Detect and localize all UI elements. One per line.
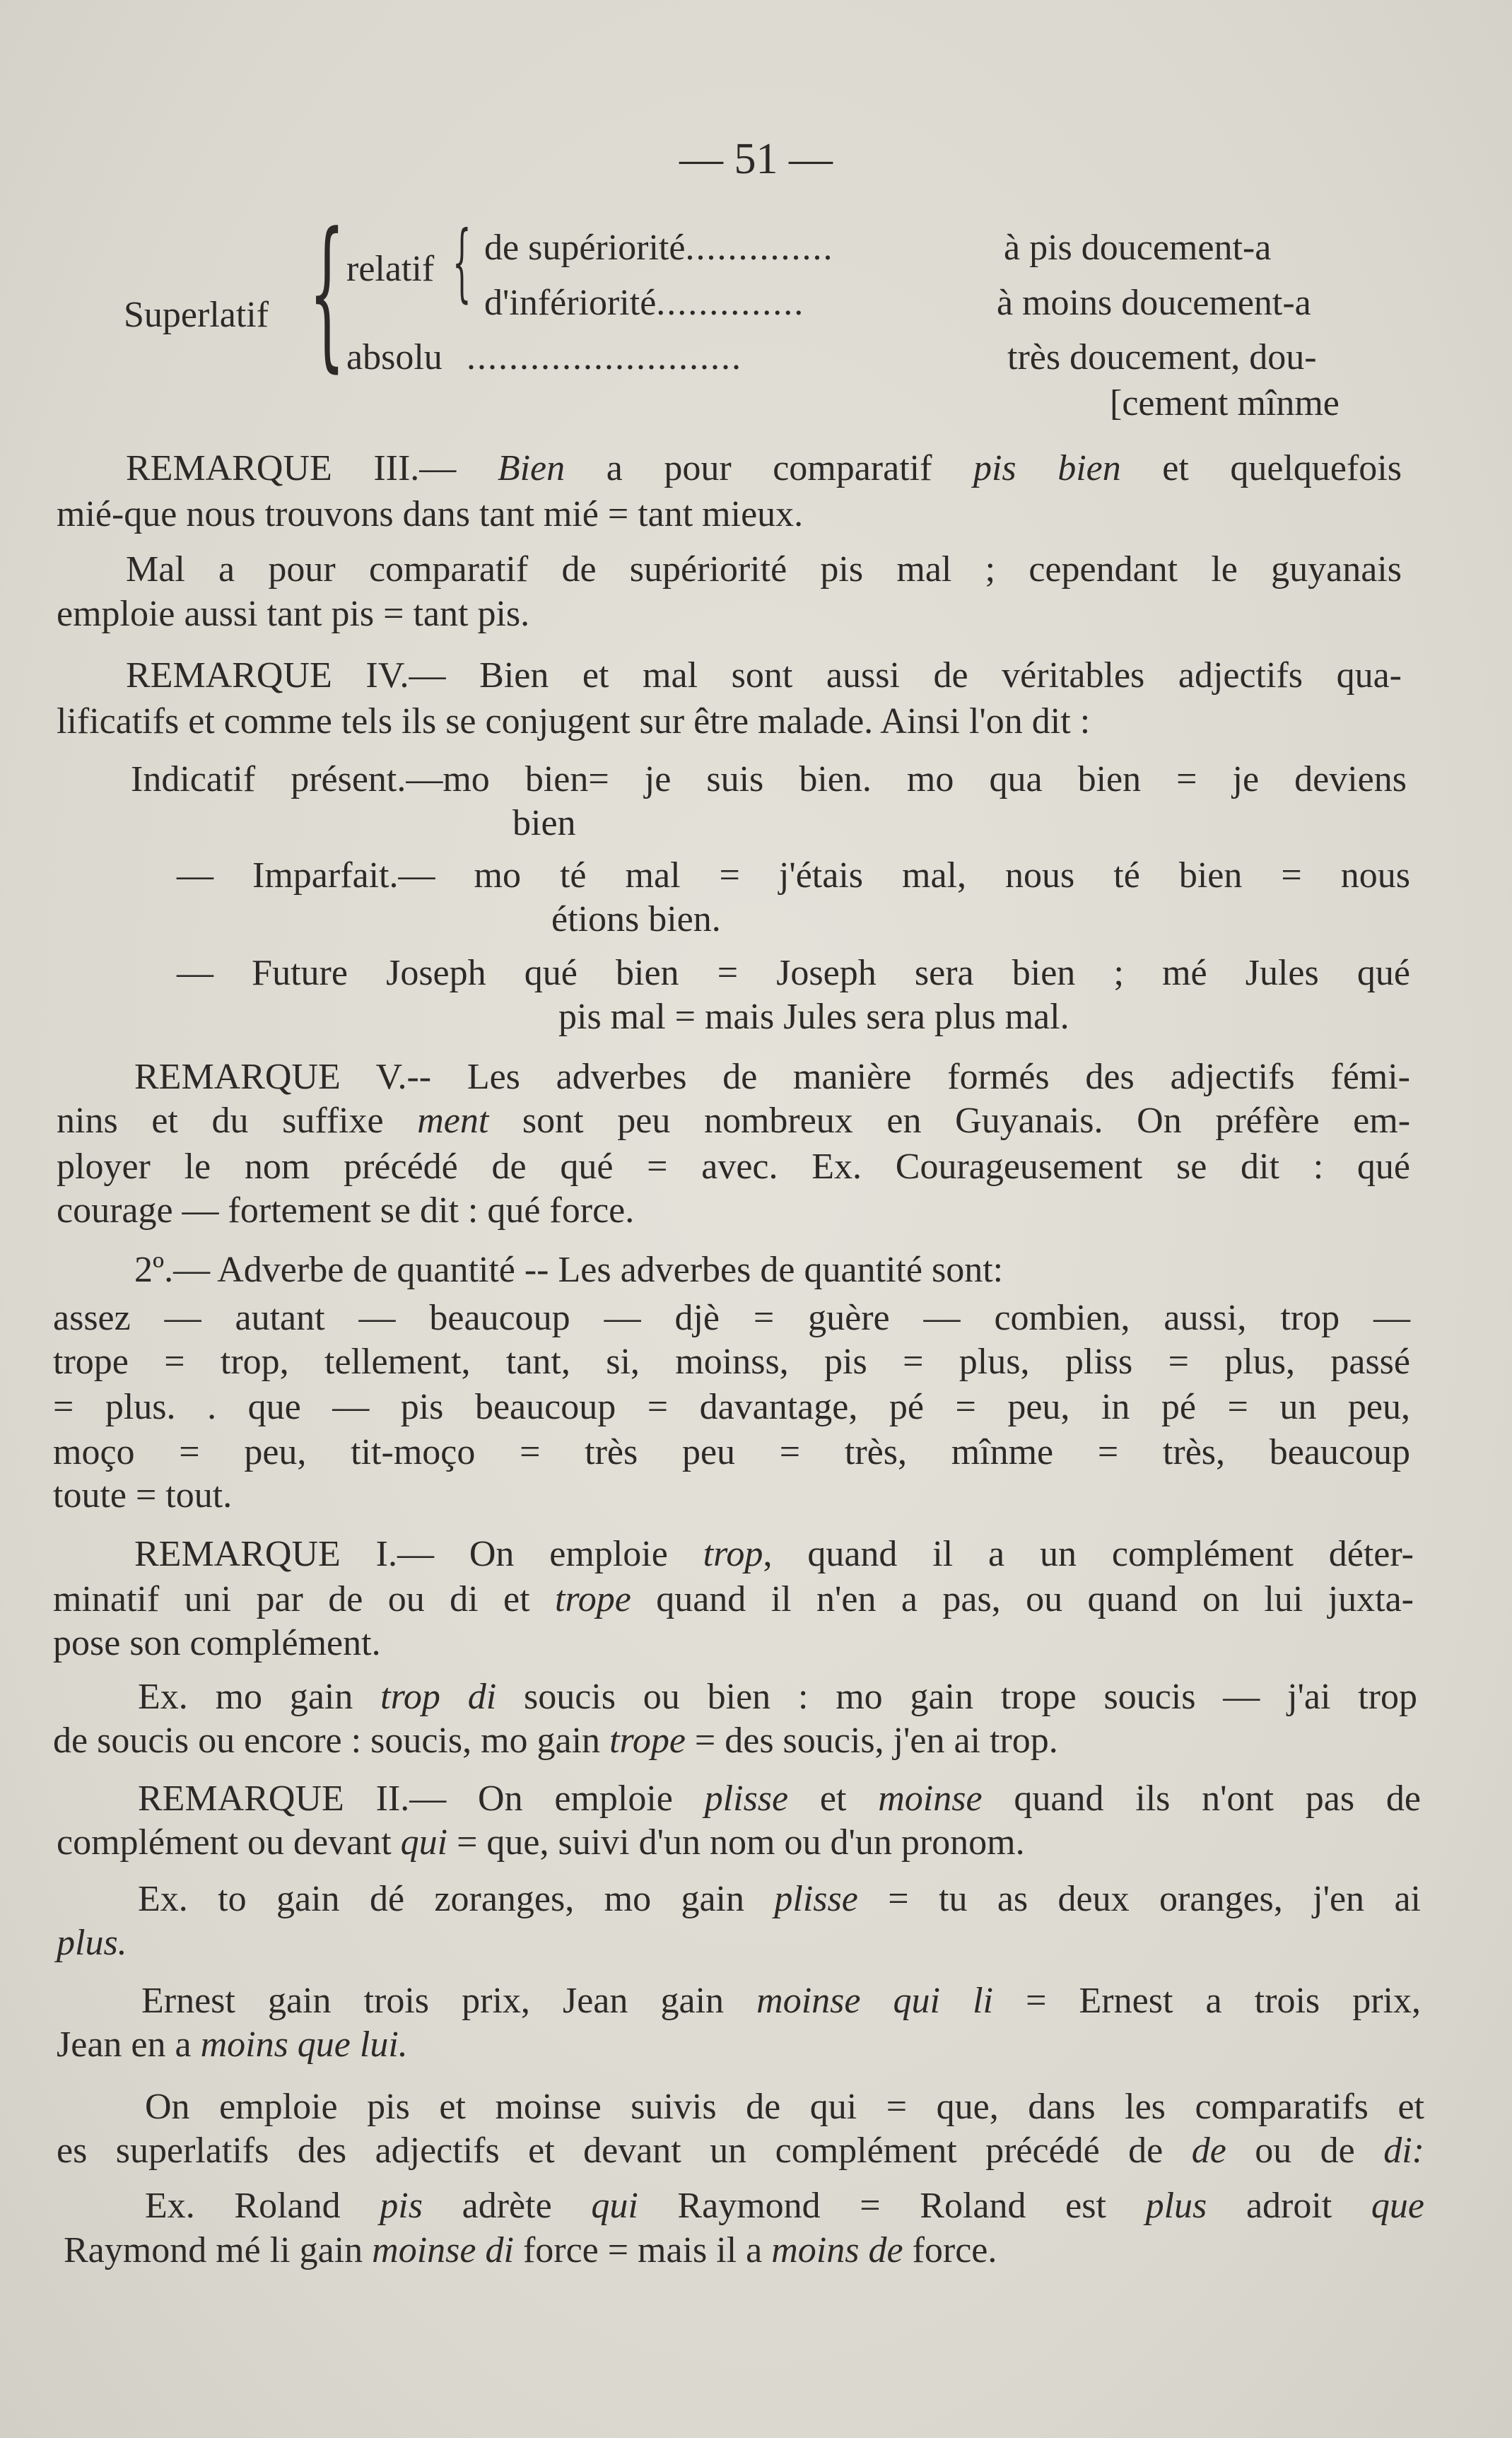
text-run: a pour comparatif [565,448,973,488]
remarque-1-line-2 [53,1578,1414,1622]
text-run: es superlatifs des adjectifs et devant un complément précédé de [57,2131,1192,2171]
imparfait-line-2: étions bien. [551,899,721,939]
text-run: force. [903,2230,997,2270]
remarque-5-line-4: courage — fortement se dit : qué force. [57,1190,635,1231]
superlatif-label: Superlatif [124,295,269,335]
remarque-2-line-8 [57,2129,1424,2173]
text-run: , quand il a un complément déter- [763,1534,1414,1574]
text-run: complément ou devant [57,1822,401,1863]
text-run: Bien [497,448,565,488]
text-run: trope [554,1579,631,1619]
text-run: trope [609,1721,686,1761]
quantite-line-6: toute = tout. [53,1475,233,1516]
relatif-label: relatif [346,249,435,289]
inferiorite-value: à moins doucement-a [997,283,1311,323]
indicatif-line-1: Indicatif présent.—mo bien= je suis bien. mo qua bien = je deviens [131,759,1407,799]
remarque-1-line-1 [134,1532,1414,1576]
text-run: moins de [771,2230,903,2270]
text-run: plisse [704,1778,789,1819]
absolu-label: absolu [346,337,443,377]
future-line-2: pis mal = mais Jules sera plus mal. [558,997,1069,1037]
quantite-line-2: assez — autant — beaucoup — djè = guère — combien, aussi, trop — [53,1298,1410,1338]
remarque-2-line-4: plus. [57,1923,127,1963]
text-run: trop [703,1534,763,1574]
text-run: moinse di [372,2230,514,2270]
text-run: quand ils n'ont pas de [982,1778,1421,1819]
quantite-line-1: 2º.— Adverbe de quantité -- Les adverbes de quantité sont: [134,1250,1004,1290]
text-run: pis bien [973,448,1121,488]
text-run: minatif uni par de ou di et [53,1579,555,1619]
text-run: qui [400,1822,448,1863]
text-run: = des soucis, j'en ai trop. [685,1721,1058,1761]
text-run: de [1191,2131,1226,2171]
superiorite-row [484,226,833,270]
text-run: REMARQUE III.— [126,448,498,488]
dot-leader: .............. [656,283,805,323]
text-run: de soucis ou encore : soucis, mo gain [53,1721,610,1761]
text-run: plisse [774,1879,858,1919]
inferiorite-row [484,281,804,325]
text-run: = Ernest a trois prix, [993,1981,1421,2021]
absolu-value-cont: [cement mînme [1110,383,1340,423]
page-number: — 51 — [679,135,833,183]
text-run: Ex. Roland [145,2186,380,2226]
text-run: ou de [1226,2131,1384,2171]
dot-leader: .......................... [467,337,742,377]
text-run: force = mais il a [513,2230,772,2270]
remarque-1-line-3: pose son complément. [53,1623,381,1663]
text-run: qui [591,2186,638,2226]
remarque-4-line-1: REMARQUE IV.— Bien et mal sont aussi de véritables adjectifs qua- [126,655,1402,696]
text-run: Jean en a [57,2024,201,2065]
remarque-1-line-4 [138,1675,1417,1719]
remarque-5-line-3: ployer le nom précédé de qué = avec. Ex. Courageusement se dit : qué [57,1147,1410,1187]
text-run: trop di [380,1677,497,1717]
text-run: sont peu nombreux en Guyanais. On préfère em- [488,1101,1411,1141]
text-run: REMARQUE I.— On emploie [134,1534,703,1574]
text-run: Ex. to gain dé zoranges, mo gain [138,1879,775,1919]
inner-brace: { [452,213,471,312]
remarque-2-line-10 [64,2229,997,2273]
remarque-3-line-1 [126,447,1402,491]
imparfait-line-1: — Imparfait.— mo té mal = j'étais mal, nous té bien = nous [177,855,1410,896]
remarque-2-line-9 [145,2184,1424,2228]
superiorite-label: de supériorité [484,228,686,268]
text-run: REMARQUE II.— On emploie [138,1778,705,1819]
remarque-2-line-5 [141,1979,1421,2023]
text-run: Raymond = Roland est [638,2186,1146,2226]
remarque-4-line-2: lificatifs et comme tels ils se conjugent sur être malade. Ainsi l'on dit : [57,701,1091,742]
text-run: ment [417,1101,489,1141]
text-run: pis [380,2186,423,2226]
indicatif-line-2: bien [512,803,576,843]
absolu-dots [467,336,742,380]
text-run: que [1371,2186,1424,2226]
text-run: nins et du suffixe [57,1101,418,1141]
dot-leader: .............. [685,228,834,268]
remarque-2-line-3 [138,1877,1421,1921]
quantite-line-3: trope = trop, tellement, tant, si, moinss, pis = plus, pliss = plus, passé [53,1342,1410,1382]
remarque-2-line-1 [138,1777,1421,1821]
inferiorite-label: d'infériorité [484,283,657,323]
text-run: et quelquefois [1120,448,1402,488]
absolu-value: très doucement, dou- [1007,337,1317,377]
left-brace: { [309,199,346,387]
remarque-3-line-4: emploie aussi tant pis = tant pis. [57,594,530,634]
quantite-line-5: moço = peu, tit-moço = très peu = très, mînme = très, beaucoup [53,1432,1410,1472]
remarque-5-line-2 [57,1099,1410,1143]
remarque-2-line-7: On emploie pis et moinse suivis de qui = que, dans les comparatifs et [145,2087,1424,2127]
text-run: di: [1383,2131,1424,2171]
remarque-3-line-3: Mal a pour comparatif de supériorité pis mal ; cependant le guyanais [126,549,1402,590]
text-run: adrète [422,2186,592,2226]
quantite-line-4: = plus. . que — pis beaucoup = davantage, pé = peu, in pé = un peu, [53,1387,1410,1427]
text-run: moinse [878,1778,983,1819]
text-run: = tu as deux oranges, j'en ai [857,1879,1421,1919]
remarque-1-line-5 [53,1719,1058,1763]
text-run: plus [1145,2186,1207,2226]
text-run: = que, suivi d'un nom ou d'un pronom. [447,1822,1025,1863]
text-run: adroit [1207,2186,1371,2226]
text-run: moinse qui li [756,1981,994,2021]
text-run: quand il n'en a pas, ou quand on lui juxta- [631,1579,1414,1619]
remarque-2-line-6 [57,2023,408,2067]
remarque-5-line-1: REMARQUE V.-- Les adverbes de manière formés des adjectifs fémi- [134,1057,1410,1097]
future-line-1: — Future Joseph qué bien = Joseph sera bien ; mé Jules qué [177,953,1410,993]
text-run: moins que lui. [200,2024,408,2065]
superiorite-value: à pis doucement-a [1004,228,1272,268]
text-run: soucis ou bien : mo gain trope soucis — j'ai trop [496,1677,1417,1717]
text-run: Ex. mo gain [138,1677,381,1717]
remarque-2-line-2 [57,1821,1025,1865]
remarque-3-line-2: mié-que nous trouvons dans tant mié = tant mieux. [57,494,804,534]
text-run: Raymond mé li gain [64,2230,373,2270]
text-run: Ernest gain trois prix, Jean gain [141,1981,757,2021]
text-run: et [788,1778,879,1819]
